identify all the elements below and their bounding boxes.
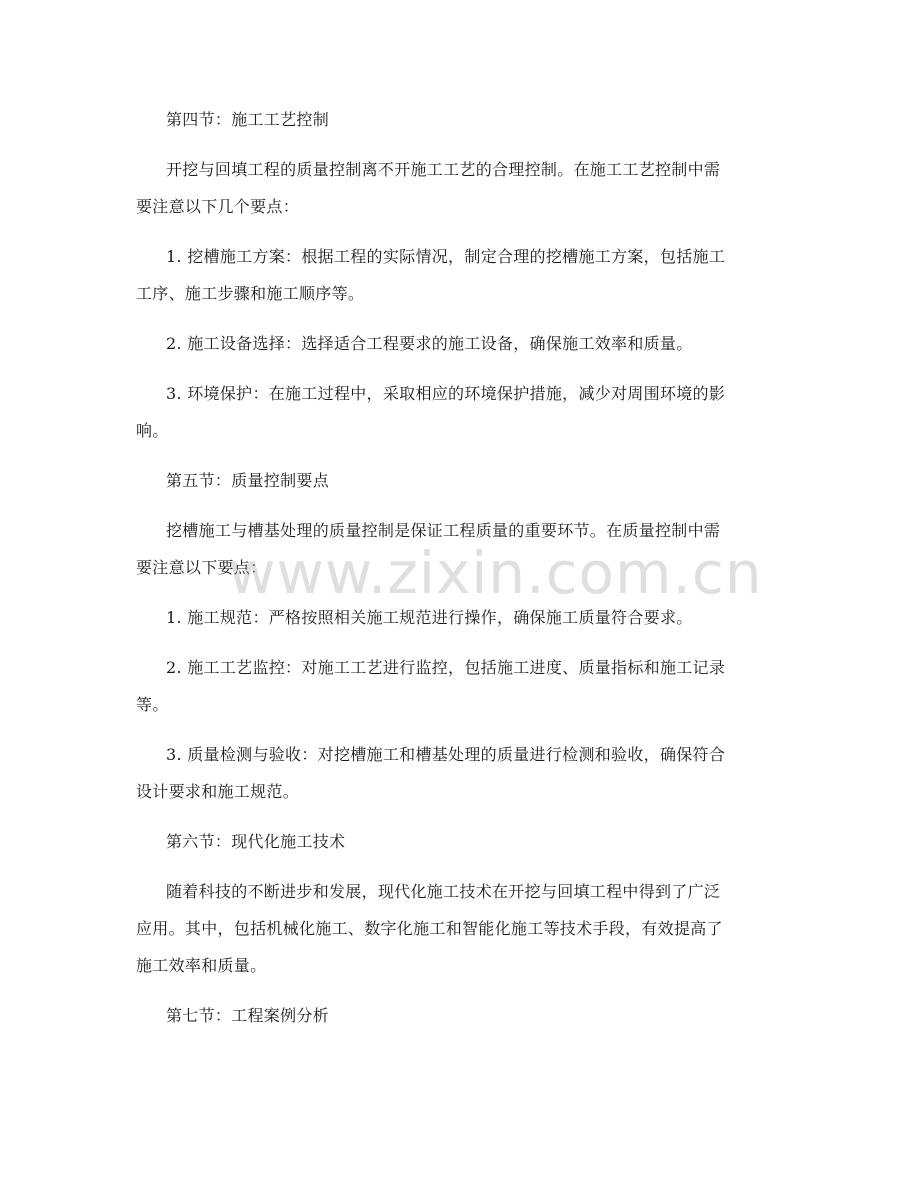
list-item-line: 等。 bbox=[136, 695, 169, 714]
section-heading-6: 第六节：现代化施工技术 bbox=[166, 832, 346, 851]
list-item-line: 设计要求和施工规范。 bbox=[136, 782, 300, 801]
paragraph-line: 挖槽施工与槽基处理的质量控制是保证工程质量的重要环节。在质量控制中需 bbox=[166, 521, 721, 540]
list-item-line: 2. 施工设备选择：选择适合工程要求的施工设备，确保施工效率和质量。 bbox=[166, 334, 693, 353]
list-item-line: 3. 质量检测与验收：对挖槽施工和槽基处理的质量进行检测和验收，确保符合 bbox=[166, 745, 726, 764]
paragraph-line: 随着科技的不断进步和发展，现代化施工技术在开挖与回填工程中得到了广泛 bbox=[166, 882, 721, 901]
list-item-line: 1. 施工规范：严格按照相关施工规范进行操作，确保施工质量符合要求。 bbox=[166, 608, 693, 627]
paragraph-line: 要注意以下几个要点： bbox=[136, 197, 300, 216]
section-heading-5: 第五节：质量控制要点 bbox=[166, 471, 330, 490]
list-item-line: 工序、施工步骤和施工顺序等。 bbox=[136, 284, 365, 303]
section-heading-7: 第七节：工程案例分析 bbox=[166, 1006, 330, 1025]
paragraph-line: 应用。其中，包括机械化施工、数字化施工和智能化施工等技术手段，有效提高了 bbox=[136, 919, 723, 938]
paragraph-line: 要注意以下要点： bbox=[136, 558, 267, 577]
watermark: www.zixin.com.cn bbox=[228, 539, 763, 607]
paragraph-line: 施工效率和质量。 bbox=[136, 956, 267, 975]
list-item-line: 3. 环境保护：在施工过程中，采取相应的环境保护措施，减少对周围环境的影 bbox=[166, 384, 726, 403]
paragraph-line: 开挖与回填工程的质量控制离不开施工工艺的合理控制。在施工工艺控制中需 bbox=[166, 160, 721, 179]
list-item-line: 响。 bbox=[136, 421, 169, 440]
section-heading-4: 第四节：施工工艺控制 bbox=[166, 110, 330, 129]
list-item-line: 2. 施工工艺监控：对施工工艺进行监控，包括施工进度、质量指标和施工记录 bbox=[166, 658, 726, 677]
list-item-line: 1. 挖槽施工方案：根据工程的实际情况，制定合理的挖槽施工方案，包括施工 bbox=[166, 247, 726, 266]
